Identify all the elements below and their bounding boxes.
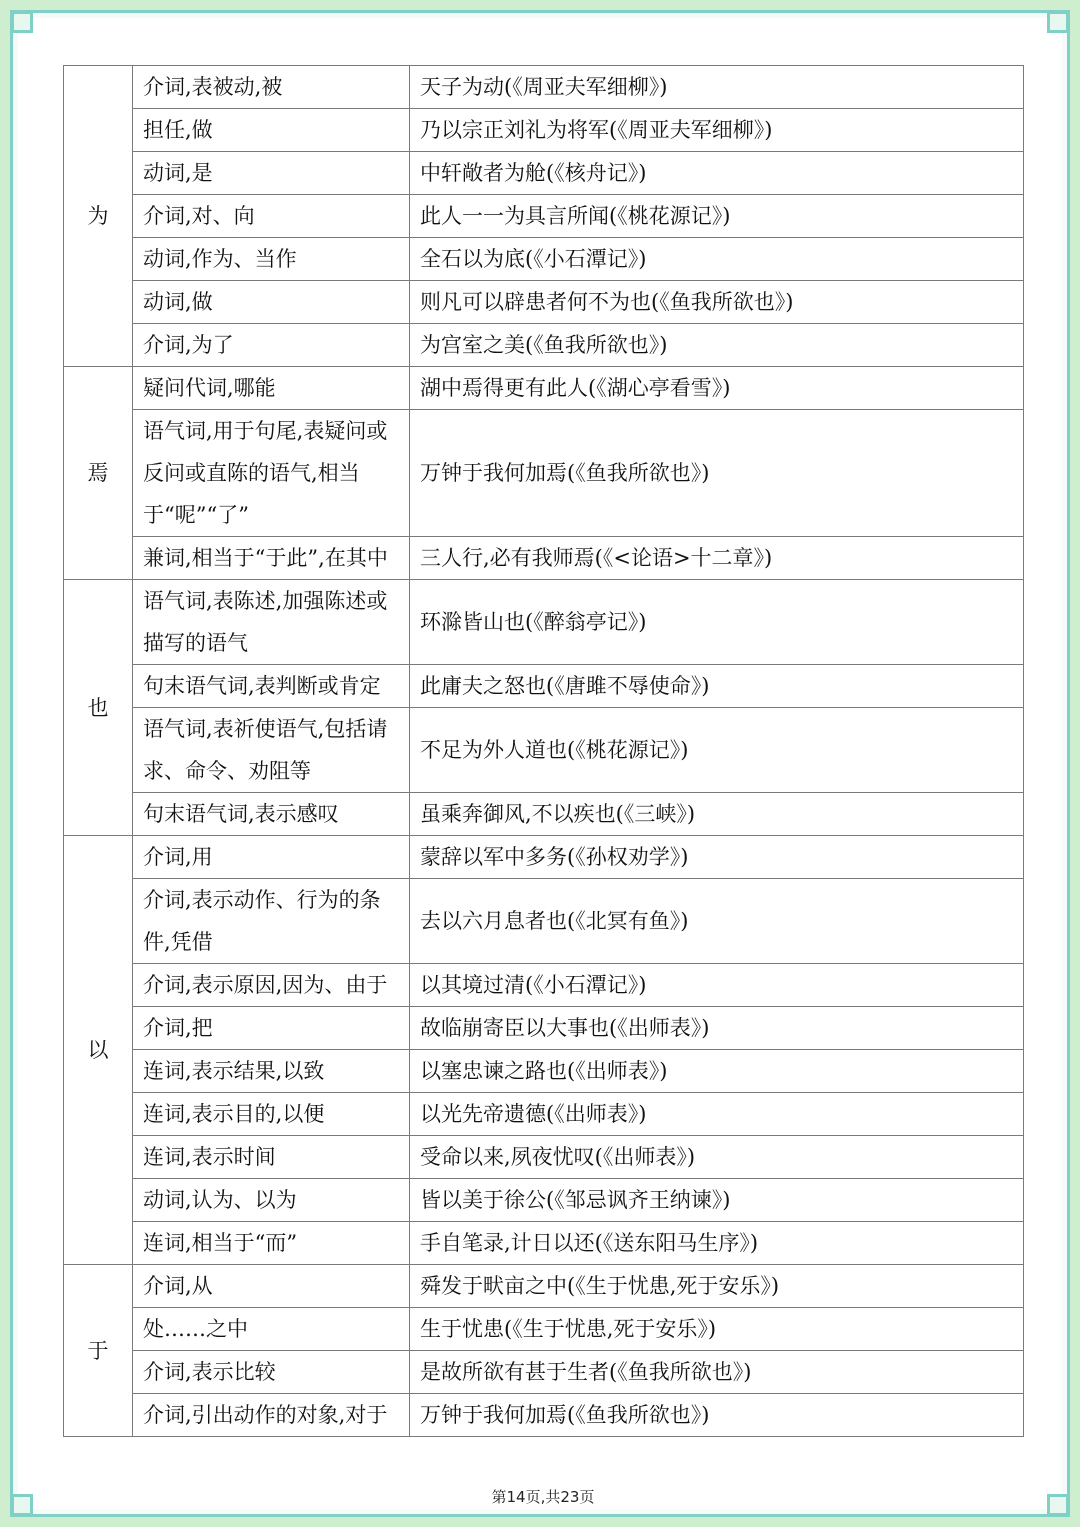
example-cell: 为宫室之美(《鱼我所欲也》) [410,324,1024,367]
meaning-cell: 介词,表被动,被 [133,66,410,109]
table-row [64,1394,1024,1437]
meaning-cell: 担任,做 [133,109,410,152]
frame-corner-decoration [1047,11,1069,33]
meaning-cell: 语气词,表陈述,加强陈述或描写的语气 [133,580,410,665]
function-word-cell: 于 [64,1265,133,1437]
table-row [64,195,1024,238]
meaning-cell: 句末语气词,表判断或肯定 [133,665,410,708]
example-cell: 湖中焉得更有此人(《湖心亭看雪》) [410,367,1024,410]
meaning-cell: 介词,用 [133,836,410,879]
meaning-cell: 连词,相当于“而” [133,1222,410,1265]
meaning-cell: 介词,引出动作的对象,对于 [133,1394,410,1437]
table-row [64,1093,1024,1136]
example-cell: 是故所欲有甚于生者(《鱼我所欲也》) [410,1351,1024,1394]
example-cell: 此人一一为具言所闻(《桃花源记》) [410,195,1024,238]
table-row [64,665,1024,708]
example-cell: 全石以为底(《小石潭记》) [410,238,1024,281]
meaning-cell: 介词,表示动作、行为的条件,凭借 [133,879,410,964]
meaning-cell: 疑问代词,哪能 [133,367,410,410]
example-cell: 三人行,必有我师焉(《<论语>十二章》) [410,537,1024,580]
function-word-cell: 为 [64,66,133,367]
table-row [64,66,1024,109]
table-row [64,1179,1024,1222]
meaning-cell: 动词,作为、当作 [133,238,410,281]
example-cell: 则凡可以辟患者何不为也(《鱼我所欲也》) [410,281,1024,324]
function-word-cell: 焉 [64,367,133,580]
example-cell: 以其境过清(《小石潭记》) [410,964,1024,1007]
example-cell: 皆以美于徐公(《邹忌讽齐王纳谏》) [410,1179,1024,1222]
example-cell: 虽乘奔御风,不以疾也(《三峡》) [410,793,1024,836]
example-cell: 乃以宗正刘礼为将军(《周亚夫军细柳》) [410,109,1024,152]
example-cell: 天子为动(《周亚夫军细柳》) [410,66,1024,109]
example-cell: 去以六月息者也(《北冥有鱼》) [410,879,1024,964]
table-row [64,109,1024,152]
table-row [64,1265,1024,1308]
table-row [64,1351,1024,1394]
table-row [64,281,1024,324]
table-row [64,410,1024,537]
table-row [64,367,1024,410]
meaning-cell: 语气词,表祈使语气,包括请求、命令、劝阻等 [133,708,410,793]
table-row [64,324,1024,367]
frame-corner-decoration [11,11,33,33]
table-row [64,1222,1024,1265]
table-row [64,836,1024,879]
meaning-cell: 介词,表示比较 [133,1351,410,1394]
meaning-cell: 句末语气词,表示感叹 [133,793,410,836]
table-row [64,238,1024,281]
meaning-cell: 动词,认为、以为 [133,1179,410,1222]
page-number: 第14页,共23页 [491,1488,595,1506]
table-row [64,580,1024,665]
meaning-cell: 介词,把 [133,1007,410,1050]
meaning-cell: 介词,对、向 [133,195,410,238]
table-row [64,879,1024,964]
example-cell: 生于忧患(《生于忧患,死于安乐》) [410,1308,1024,1351]
meaning-cell: 连词,表示时间 [133,1136,410,1179]
example-cell: 受命以来,夙夜忧叹(《出师表》) [410,1136,1024,1179]
table-row [64,1050,1024,1093]
table-row [64,537,1024,580]
table-row [64,1136,1024,1179]
example-cell: 手自笔录,计日以还(《送东阳马生序》) [410,1222,1024,1265]
example-cell: 舜发于畎亩之中(《生于忧患,死于安乐》) [410,1265,1024,1308]
example-cell: 环滁皆山也(《醉翁亭记》) [410,580,1024,665]
table-row [64,793,1024,836]
example-cell: 此庸夫之怒也(《唐雎不辱使命》) [410,665,1024,708]
function-word-table [63,65,1024,1437]
function-word-cell: 也 [64,580,133,836]
example-cell: 中轩敞者为舱(《核舟记》) [410,152,1024,195]
meaning-cell: 介词,从 [133,1265,410,1308]
table-row [64,1308,1024,1351]
example-cell: 蒙辞以军中多务(《孙权劝学》) [410,836,1024,879]
example-cell: 万钟于我何加焉(《鱼我所欲也》) [410,1394,1024,1437]
example-cell: 以塞忠谏之路也(《出师表》) [410,1050,1024,1093]
example-cell: 万钟于我何加焉(《鱼我所欲也》) [410,410,1024,537]
table-row [64,708,1024,793]
meaning-cell: 介词,为了 [133,324,410,367]
table-row [64,152,1024,195]
page-frame [10,10,1070,1517]
example-cell: 以光先帝遗德(《出师表》) [410,1093,1024,1136]
example-cell: 故临崩寄臣以大事也(《出师表》) [410,1007,1024,1050]
meaning-cell: 动词,是 [133,152,410,195]
meaning-cell: 介词,表示原因,因为、由于 [133,964,410,1007]
example-cell: 不足为外人道也(《桃花源记》) [410,708,1024,793]
function-word-cell: 以 [64,836,133,1265]
meaning-cell: 兼词,相当于“于此”,在其中 [133,537,410,580]
table-row [64,964,1024,1007]
meaning-cell: 连词,表示目的,以便 [133,1093,410,1136]
meaning-cell: 语气词,用于句尾,表疑问或反问或直陈的语气,相当于“呢”“了” [133,410,410,537]
meaning-cell: 动词,做 [133,281,410,324]
meaning-cell: 处……之中 [133,1308,410,1351]
table-row [64,1007,1024,1050]
meaning-cell: 连词,表示结果,以致 [133,1050,410,1093]
